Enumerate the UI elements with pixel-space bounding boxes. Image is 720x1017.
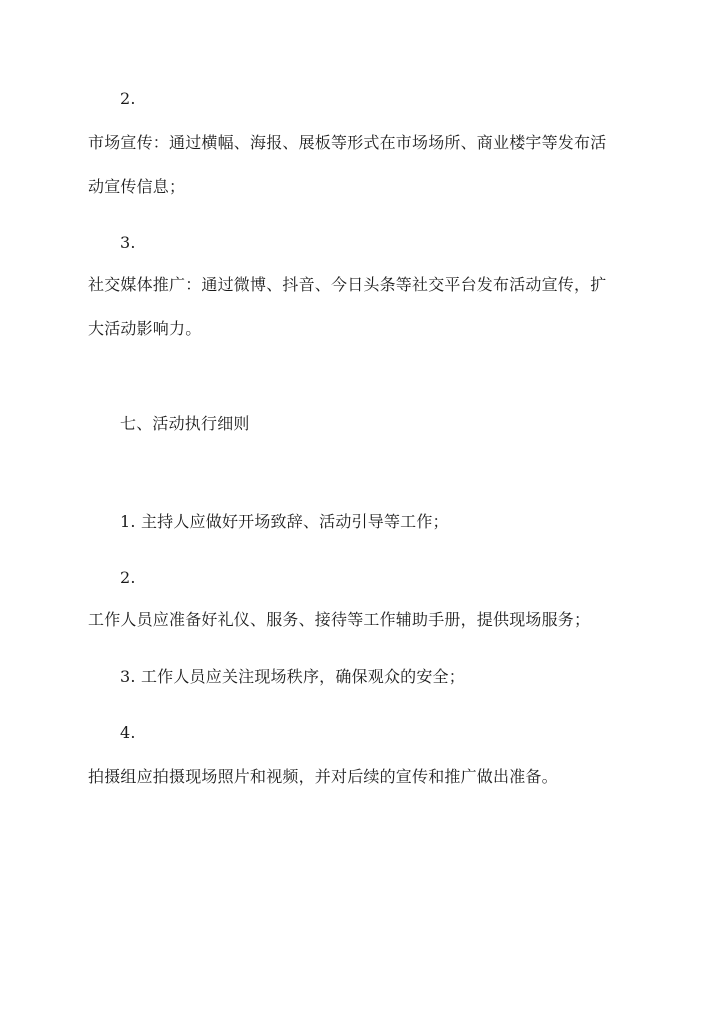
section-heading: 七、活动执行细则	[120, 414, 250, 433]
list-item: 3. 工作人员应关注现场秩序，确保观众的安全；	[120, 667, 465, 686]
paragraph-line: 动宣传信息；	[88, 177, 186, 196]
list-number: 3.	[120, 233, 136, 252]
list-number: 2.	[120, 89, 136, 108]
paragraph-line: 工作人员应准备好礼仪、服务、接待等工作辅助手册，提供现场服务；	[88, 610, 591, 629]
list-item: 1. 主持人应做好开场致辞、活动引导等工作；	[120, 512, 449, 531]
paragraph-line: 市场宣传：通过横幅、海报、展板等形式在市场场所、商业楼宇等发布活	[88, 133, 607, 152]
paragraph-line: 大活动影响力。	[88, 319, 202, 338]
list-number: 4.	[120, 723, 136, 742]
paragraph-line: 拍摄组应拍摄现场照片和视频，并对后续的宣传和推广做出准备。	[88, 767, 558, 786]
list-number: 2.	[120, 568, 136, 587]
paragraph-line: 社交媒体推广：通过微博、抖音、今日头条等社交平台发布活动宣传，扩	[88, 275, 607, 294]
